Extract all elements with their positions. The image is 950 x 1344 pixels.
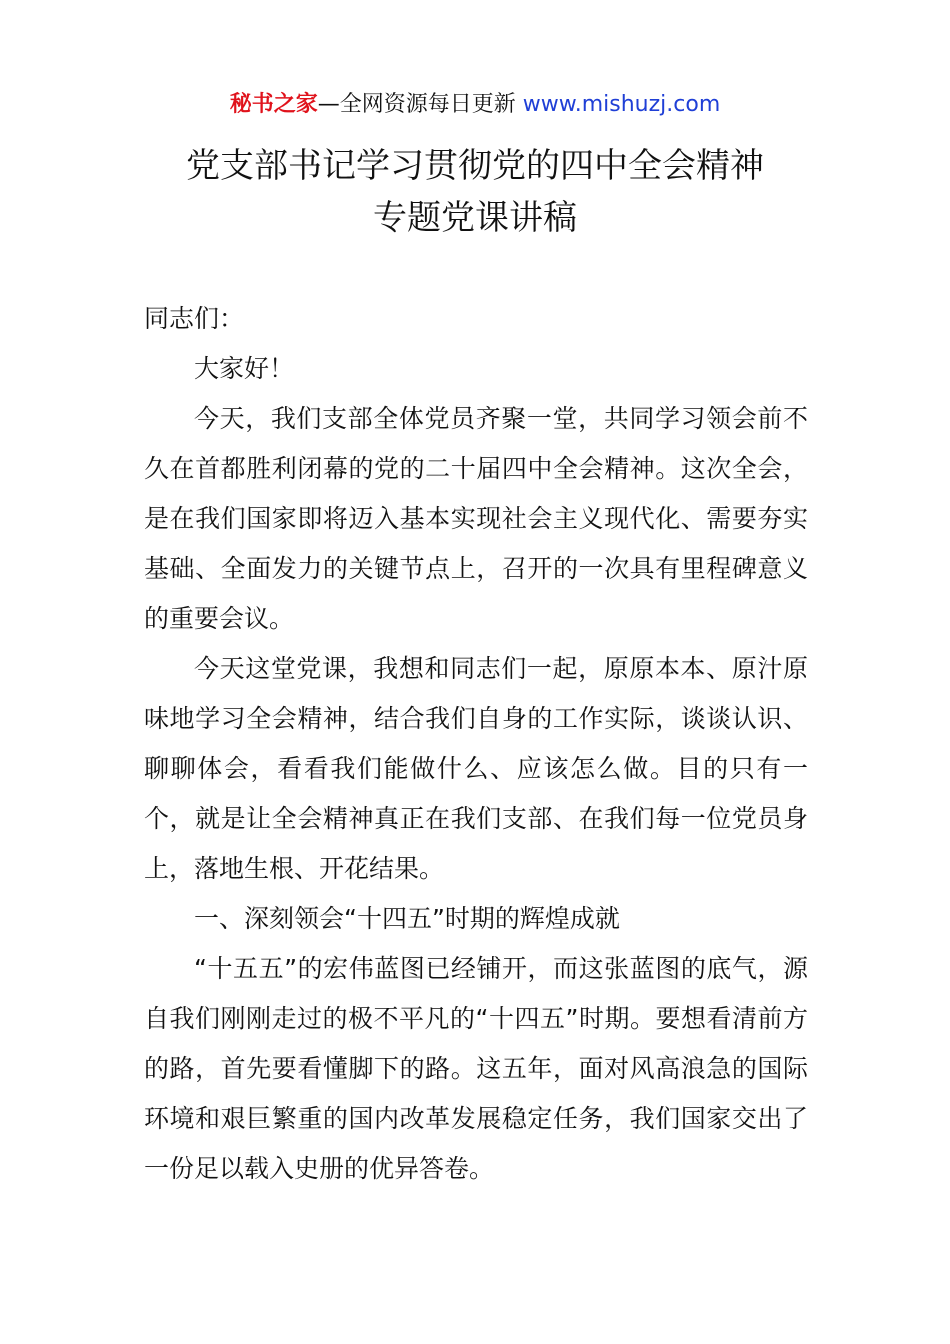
section-heading: 一、深刻领会“十四五”时期的辉煌成就 <box>194 904 620 933</box>
paragraph: 今天，我们支部全体党员齐聚一堂，共同学习领会前不久在首都胜利闭幕的党的二十届四中全会精神。这次全会，是在我们国家即将迈入基本实现社会主义现代化、需要夯实基础、全面发力的关键节点上，召开的一次具有里程碑意义的重要会议。 <box>144 404 808 633</box>
site-url-link[interactable]: www.mishuzj.com <box>522 92 721 117</box>
site-banner <box>0 88 950 122</box>
brand-name: 秘书之家 <box>229 92 318 117</box>
document-title <box>0 140 950 244</box>
paragraph: 今天这堂党课，我想和同志们一起，原原本本、原汁原味地学习全会精神，结合我们自身的工作实际，谈谈认识、聊聊体会，看看我们能做什么、应该怎么做。目的只有一个，就是让全会精神真正在我们支部、在我们每一位党员身上，落地生根、开花结果。 <box>144 654 808 883</box>
title-line-1: 党支部书记学习贯彻党的四中全会精神 <box>186 146 764 186</box>
title-line-2: 专题党课讲稿 <box>373 198 577 238</box>
banner-slogan: —全网资源每日更新 <box>317 92 516 117</box>
paragraph: “十五五”的宏伟蓝图已经铺开，而这张蓝图的底气，源自我们刚刚走过的极不平凡的“十四五”时期。要想看清前方的路，首先要看懂脚下的路。这五年，面对风高浪急的国际环境和艰巨繁重的国内改革发展稳定任务，我们国家交出了一份足以载入史册的优异答卷。 <box>144 954 808 1183</box>
salutation: 同志们： <box>144 304 245 333</box>
greeting: 大家好！ <box>194 354 295 383</box>
document-body <box>144 294 808 1194</box>
